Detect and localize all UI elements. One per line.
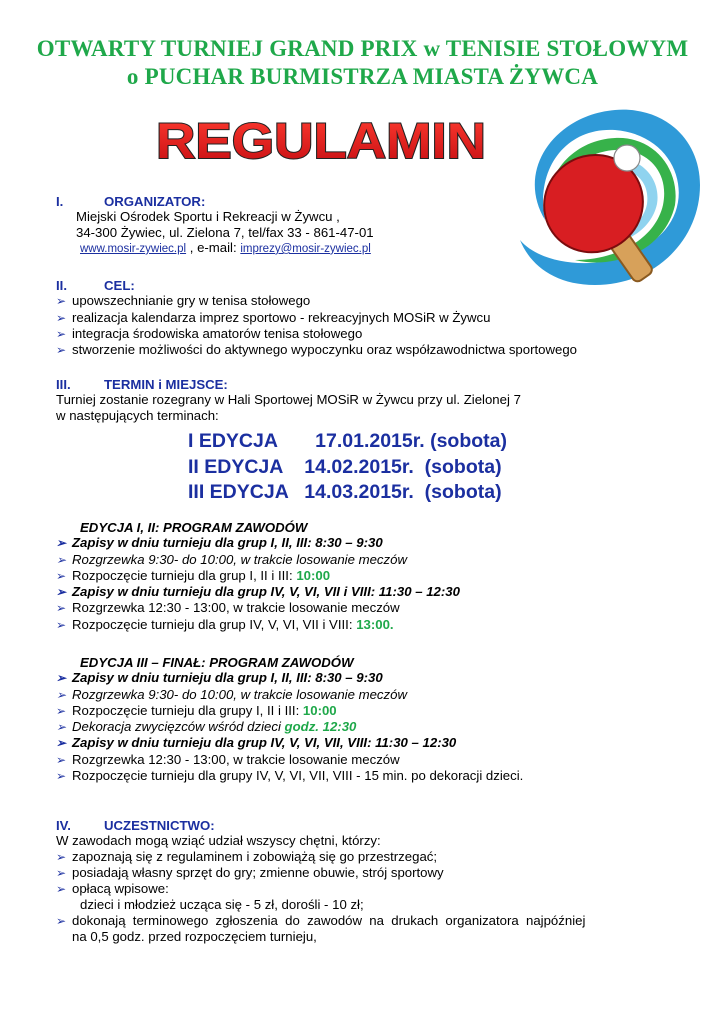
list-item-text: Zapisy w dniu turnieju dla grup I, II, III: 8:30 – 9:30 [72,535,383,551]
organizer-address: 34-300 Żywiec, ul. Zielona 7, tel/fax 33 - 861-47-01 [76,224,374,240]
time-highlight: godz. 12:30 [284,719,357,735]
edition-2: II EDYCJA 14.02.2015r. (sobota) [188,456,502,478]
arrow-bullet-icon: ➢ [56,882,67,897]
title-line-1: OTWARTY TURNIEJ GRAND PRIX w TENISIE STOŁOWYM [36,36,689,61]
dates-intro: w następujących terminach: [56,407,219,423]
program-heading: EDYCJA III – FINAŁ: PROGRAM ZAWODÓW [80,655,354,670]
arrow-bullet-icon: ➢ [56,552,67,567]
list-item [56,865,585,881]
arrow-bullet-icon: ➢ [56,687,67,702]
list-item [56,768,523,784]
arrow-bullet-icon: ➢ [56,536,67,551]
arrow-bullet-icon: ➢ [56,601,67,616]
list-item-text: dokonają terminowego zgłoszenia do zawodów na drukach organizatora najpóźniej [72,912,586,928]
list-item [56,703,523,719]
list-item-text: Rozpoczęcie turnieju dla grupy I, II i III: [72,702,303,718]
email-separator: , e-mail: [186,239,241,255]
list-item [56,719,523,735]
list-item-text: Rozgrzewka 9:30- do 10:00, w trakcie losowanie meczów [72,551,407,567]
section-heading: TERMIN i MIEJSCE: [104,377,228,392]
list-item [56,735,523,751]
arrow-bullet-icon: ➢ [56,343,67,358]
list-item-text: zapoznają się z regulaminem i zobowiążą się go przestrzegać; [72,848,438,864]
program-edition-3 [56,655,523,784]
table-tennis-paddle-icon [505,100,705,292]
list-item-text: Rozgrzewka 9:30- do 10:00, w trakcie losowanie meczów [72,686,407,702]
section-organizator [56,194,374,257]
arrow-bullet-icon: ➢ [56,294,67,309]
time-highlight: 10:00 [302,702,337,718]
list-item-text: integracja środowiska amatorów tenisa stołowego [72,325,363,341]
email-link[interactable]: imprezy@mosir-zywiec.pl [240,242,371,255]
regulamin-heading [148,112,494,168]
list-item [56,552,460,568]
time-highlight: 13:00. [356,616,394,632]
list-item-text: upowszechnianie gry w tenisa stołowego [72,293,311,309]
website-link[interactable]: www.mosir-zywiec.pl [80,242,187,255]
arrow-bullet-icon: ➢ [56,736,67,751]
list-item-text: Rozpoczęcie turnieju dla grupy IV, V, VI, VII, VIII - 15 min. po dekoracji dzieci. [72,768,524,784]
section-termin [56,377,521,423]
venue-text: Turniej zostanie rozegrany w Hali Sportowej MOSiR w Żywcu przy ul. Zielonej 7 [56,392,521,408]
title-line-2: o PUCHAR BURMISTRZA MIASTA ŻYWCA [126,64,599,89]
list-item-text: Zapisy w dniu turnieju dla grup IV, V, VI, VII, VIII: 11:30 – 12:30 [72,735,457,751]
arrow-bullet-icon: ➢ [56,720,67,735]
list-item [56,568,460,584]
arrow-bullet-icon: ➢ [56,769,67,784]
fee-details: dzieci i młodzież ucząca się - 5 zł, dorośli - 10 zł; [80,897,364,913]
section-heading: ORGANIZATOR: [104,194,206,209]
section-number: I. [56,194,64,209]
program-edition-1-2 [56,520,460,633]
arrow-bullet-icon: ➢ [56,671,67,686]
arrow-bullet-icon: ➢ [56,703,67,718]
list-item [56,617,460,633]
section-heading: CEL: [104,278,135,293]
list-item-text: Rozgrzewka 12:30 - 13:00, w trakcie losowanie meczów [72,600,400,616]
participation-intro: W zawodach mogą wziąć udział wszyscy chętni, którzy: [56,833,381,849]
arrow-bullet-icon: ➢ [56,310,67,325]
arrow-bullet-icon: ➢ [56,913,67,928]
list-item [56,584,460,600]
program-heading: EDYCJA I, II: PROGRAM ZAWODÓW [80,520,308,535]
regulamin-text: REGULAMIN [156,113,486,168]
arrow-bullet-icon: ➢ [56,865,67,880]
section-cel [56,278,577,358]
list-item [56,687,523,703]
list-item-text: posiadają własny sprzęt do gry; zmienne obuwie, strój sportowy [72,864,444,880]
list-item [56,310,577,326]
list-item [56,752,523,768]
organizer-name: Miejski Ośrodek Sportu i Rekreacji w Żywcu , [76,209,340,225]
list-item-text: Zapisy w dniu turnieju dla grup I, II, III: 8:30 – 9:30 [72,670,383,686]
list-item [56,670,523,686]
list-item-text: Dekoracja zwycięzców wśród dzieci [72,719,285,735]
list-item [56,293,577,309]
arrow-bullet-icon: ➢ [56,585,67,600]
list-item [56,342,577,358]
section-number: III. [56,377,71,392]
list-item-text: Rozpoczęcie turnieju dla grup IV, V, VI, VII i VIII: [72,616,357,632]
list-item [56,881,585,897]
list-item [56,600,460,616]
list-item [56,849,585,865]
list-item-continuation: na 0,5 godz. przed rozpoczęciem turnieju, [72,929,317,945]
section-number: II. [56,278,67,293]
list-item-text: Zapisy w dniu turnieju dla grup IV, V, VI, VII i VIII: 11:30 – 12:30 [72,584,460,600]
time-highlight: 10:00 [296,567,331,583]
list-item-text: realizacja kalendarza imprez sportowo - rekreacyjnych MOSiR w Żywcu [72,309,491,325]
list-item-text: Rozpoczęcie turnieju dla grup I, II i III: [72,567,297,583]
section-heading: UCZESTNICTWO: [104,818,215,833]
list-item-text: Rozgrzewka 12:30 - 13:00, w trakcie losowanie meczów [72,751,400,767]
arrow-bullet-icon: ➢ [56,617,67,632]
edition-1: I EDYCJA 17.01.2015r. (sobota) [188,430,507,452]
section-uczestnictwo [56,818,585,944]
list-item [56,535,460,551]
list-item [56,326,577,342]
list-item-text: stworzenie możliwości do aktywnego wypoczynku oraz współzawodnictwa sportowego [72,342,578,358]
edition-3: III EDYCJA 14.03.2015r. (sobota) [188,481,502,503]
arrow-bullet-icon: ➢ [56,568,67,583]
arrow-bullet-icon: ➢ [56,849,67,864]
arrow-bullet-icon: ➢ [56,326,67,341]
section-number: IV. [56,818,71,833]
list-item-text: opłacą wpisowe: [72,881,169,897]
list-item [56,913,585,929]
arrow-bullet-icon: ➢ [56,752,67,767]
